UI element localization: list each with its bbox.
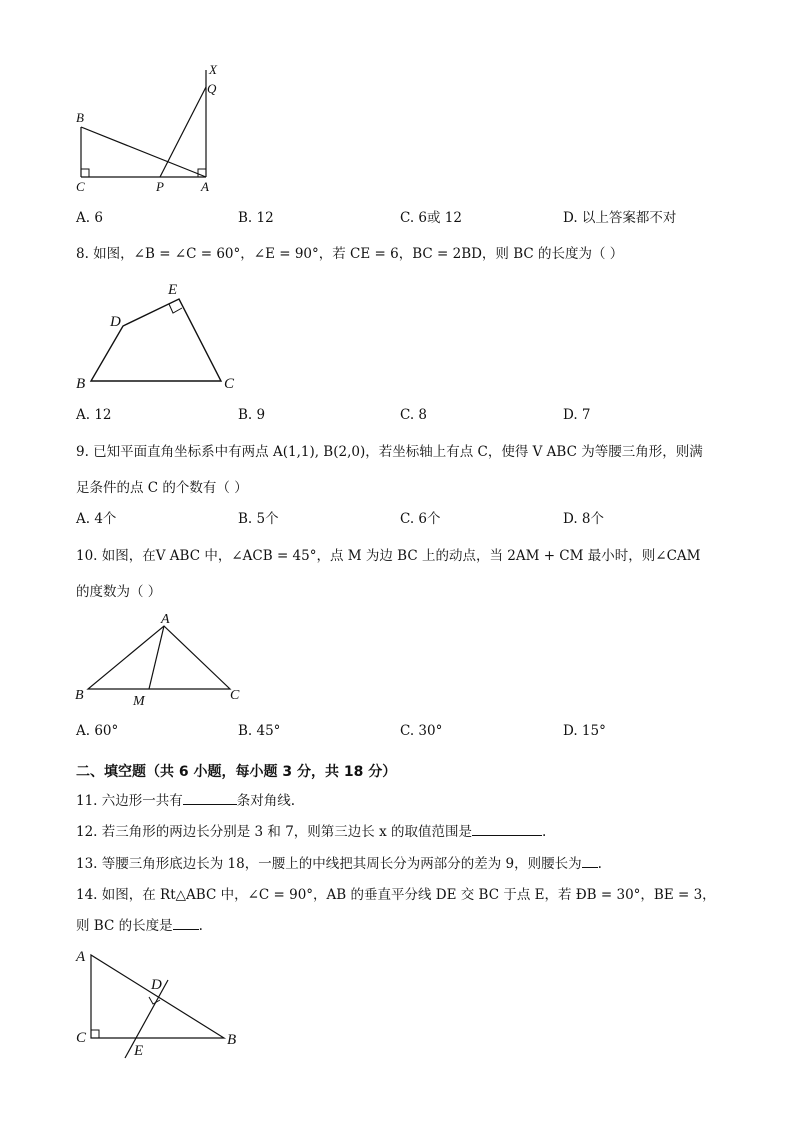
q7-option-d: D. 以上答案都不对 — [563, 210, 677, 226]
q14-figure — [70, 945, 250, 1060]
q12-text-before: 12. 若三角形的两边长分别是 3 和 7，则第三边长 x 的取值范围是 — [76, 824, 473, 840]
q12-answer-blank[interactable] — [472, 823, 542, 836]
q13-answer-blank[interactable] — [582, 855, 598, 868]
q10-figure — [70, 608, 250, 713]
q7-label-x: X — [209, 62, 217, 77]
q8-label-c: C — [224, 376, 235, 392]
q14-label-a: A — [76, 949, 86, 965]
q10-label-c: C — [230, 688, 240, 703]
q9-option-a: A. 4个 — [76, 511, 117, 527]
section-heading-fill-in: 二、填空题（共 6 小题，每小题 3 分，共 18 分） — [76, 764, 397, 780]
q12-text-after: . — [542, 824, 547, 840]
q9-stem-line2: 足条件的点 C 的个数有（ ） — [76, 480, 248, 496]
q14-label-e: E — [134, 1043, 144, 1059]
q9-option-d: D. 8个 — [563, 511, 605, 527]
q10-stem-line1: 10. 如图，在V ABC 中，∠ACB = 45°，点 M 为边 BC 上的动点，当 2AM + CM 最小时，则∠CAM — [76, 548, 701, 564]
q11-stem — [76, 792, 295, 810]
q9-stem-line1: 9. 已知平面直角坐标系中有两点 A(1,1), B(2,0)，若坐标轴上有点 C，使得 V ABC 为等腰三角形，则满 — [76, 444, 703, 460]
q10-label-b: B — [75, 688, 84, 703]
q7-label-b: B — [76, 110, 84, 125]
q14-label-d: D — [151, 977, 162, 993]
q7-figure — [70, 60, 230, 200]
q8-label-d: D — [110, 314, 121, 330]
q8-figure — [72, 278, 252, 393]
q13-text-before: 13. 等腰三角形底边长为 18，一腰上的中线把其周长分为两部分的差为 9，则腰长为 — [76, 856, 582, 872]
q7-label-q: Q — [207, 81, 217, 96]
q14-label-b: B — [227, 1032, 237, 1048]
q10-label-m: M — [133, 694, 145, 709]
q8-label-e: E — [168, 282, 178, 298]
q10-option-b: B. 45° — [238, 723, 281, 739]
q10-stem-line2: 的度数为（ ） — [76, 584, 162, 600]
q10-label-a: A — [161, 612, 170, 627]
q10-option-c: C. 30° — [400, 723, 443, 739]
q11-text-before: 11. 六边形一共有 — [76, 793, 183, 809]
q9-option-b: B. 5个 — [238, 511, 279, 527]
q13-stem — [76, 855, 602, 873]
q7-label-a: A — [201, 179, 209, 194]
q8-stem: 8. 如图，∠B = ∠C = 60°，∠E = 90°，若 CE = 6，BC = 2BD，则 BC 的长度为（ ） — [76, 246, 624, 262]
q14-stem-line1: 14. 如图，在 Rt△ABC 中，∠C = 90°，AB 的垂直平分线 DE 交 BC 于点 E，若 ÐB = 30°，BE = 3， — [76, 887, 716, 903]
q7-label-c: C — [76, 179, 85, 194]
q12-stem — [76, 823, 546, 841]
q14-text-after: . — [198, 918, 203, 934]
q7-label-p: P — [156, 179, 164, 194]
q14-label-c: C — [76, 1030, 87, 1046]
q11-text-after: 条对角线. — [236, 793, 296, 809]
q8-option-b: B. 9 — [238, 407, 266, 423]
q11-answer-blank[interactable] — [183, 792, 237, 805]
q9-option-c: C. 6个 — [400, 511, 441, 527]
q8-option-c: C. 8 — [400, 407, 428, 423]
q8-label-b: B — [76, 376, 86, 392]
q14-text-before: 则 BC 的长度是 — [76, 918, 173, 934]
q7-option-a: A. 6 — [76, 210, 103, 226]
q8-option-d: D. 7 — [563, 407, 591, 423]
q7-option-c: C. 6或 12 — [400, 210, 462, 226]
q10-option-d: D. 15° — [563, 723, 606, 739]
q13-text-after: . — [597, 856, 602, 872]
q8-option-a: A. 12 — [76, 407, 112, 423]
q14-answer-blank[interactable] — [173, 917, 199, 930]
q7-option-b: B. 12 — [238, 210, 274, 226]
q10-option-a: A. 60° — [76, 723, 119, 739]
q14-stem-line2 — [76, 917, 203, 935]
